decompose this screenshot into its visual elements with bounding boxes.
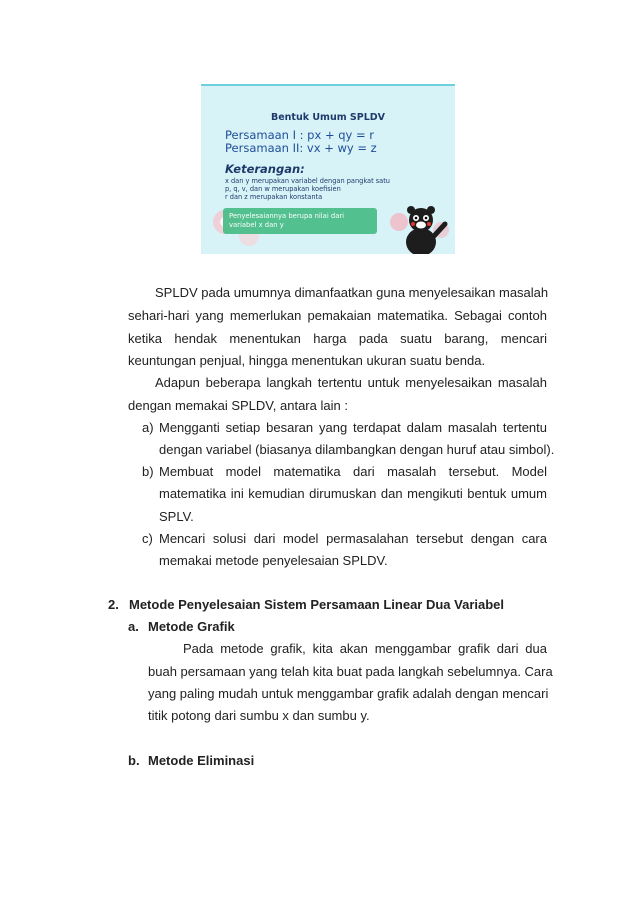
subsection-a-line: yang paling mudah untuk menggambar grafik adalah dengan mencari <box>148 686 549 701</box>
keterangan-line: p, q, v, dan w merupakan koefisien <box>225 185 341 193</box>
subsection-a-title: Metode Grafik <box>148 619 235 634</box>
subsection-a-line: buah persamaan yang telah kita buat pada langkah sebelumnya. Cara <box>148 664 553 679</box>
subsection-a-line: titik potong dari sumbu x dan sumbu y. <box>148 708 370 723</box>
paragraph-1-line: sehari-hari yang memerlukan pemakaian matematika. Sebagai contoh <box>128 308 547 323</box>
section-2-title: Metode Penyelesaian Sistem Persamaan Linear Dua Variabel <box>129 597 505 612</box>
solution-note-line: Penyelesaiannya berupa nilai dari <box>229 212 345 220</box>
paragraph-1-line: SPLDV pada umumnya dimanfaatkan guna menyelesaikan masalah <box>155 285 549 300</box>
bear-mascot-icon <box>387 202 451 254</box>
subsection-a-line: Pada metode grafik, kita akan menggambar grafik dari dua <box>183 641 547 656</box>
subsection-b-title: Metode Eliminasi <box>148 753 255 768</box>
step-a-line: Mengganti setiap besaran yang terdapat dalam masalah tertentu <box>159 420 547 435</box>
spldv-general-form-image <box>201 84 455 254</box>
keterangan-heading: Keterangan: <box>225 162 305 176</box>
step-b-label: b) <box>142 464 154 479</box>
solution-note-box <box>223 208 377 234</box>
step-c-label: c) <box>142 531 153 546</box>
solution-note-line: variabel x dan y <box>229 220 284 229</box>
figure-title: Bentuk Umum SPLDV <box>270 112 386 123</box>
step-b-line: matematika ini kemudian dirumuskan dan mengikuti bentuk umum <box>159 486 547 501</box>
section-2-number: 2. <box>108 597 119 612</box>
paragraph-2-line: dengan memakai SPLDV, antara lain : <box>128 398 348 413</box>
keterangan-text <box>225 177 435 201</box>
equation-1: Persamaan I : px + qy = r <box>225 128 375 142</box>
step-a-label: a) <box>142 420 154 435</box>
step-c-line: memakai metode penyelesaian SPLDV. <box>159 553 388 568</box>
paragraph-1-line: keuntungan penjual, hingga menentukan ukuran suatu benda. <box>128 353 486 368</box>
step-b-line: SPLV. <box>159 509 194 524</box>
paragraph-1-line: ketika hendak menentukan harga pada suatu barang, mencari <box>128 331 547 346</box>
step-b-line: Membuat model matematika dari masalah tersebut. Model <box>159 464 547 479</box>
subsection-a-label: a. <box>128 619 139 634</box>
step-a-line: dengan variabel (biasanya dilambangkan dengan huruf atau simbol). <box>159 442 555 457</box>
equation-2: Persamaan II: vx + wy = z <box>225 141 377 155</box>
keterangan-line: x dan y merupakan variabel dengan pangkat satu <box>225 177 390 185</box>
paragraph-2-line: Adapun beberapa langkah tertentu untuk menyelesaikan masalah <box>155 375 547 390</box>
keterangan-line: r dan z merupakan konstanta <box>225 193 323 201</box>
step-c-line: Mencari solusi dari model permasalahan tersebut dengan cara <box>159 531 547 546</box>
subsection-b-label: b. <box>128 753 140 768</box>
